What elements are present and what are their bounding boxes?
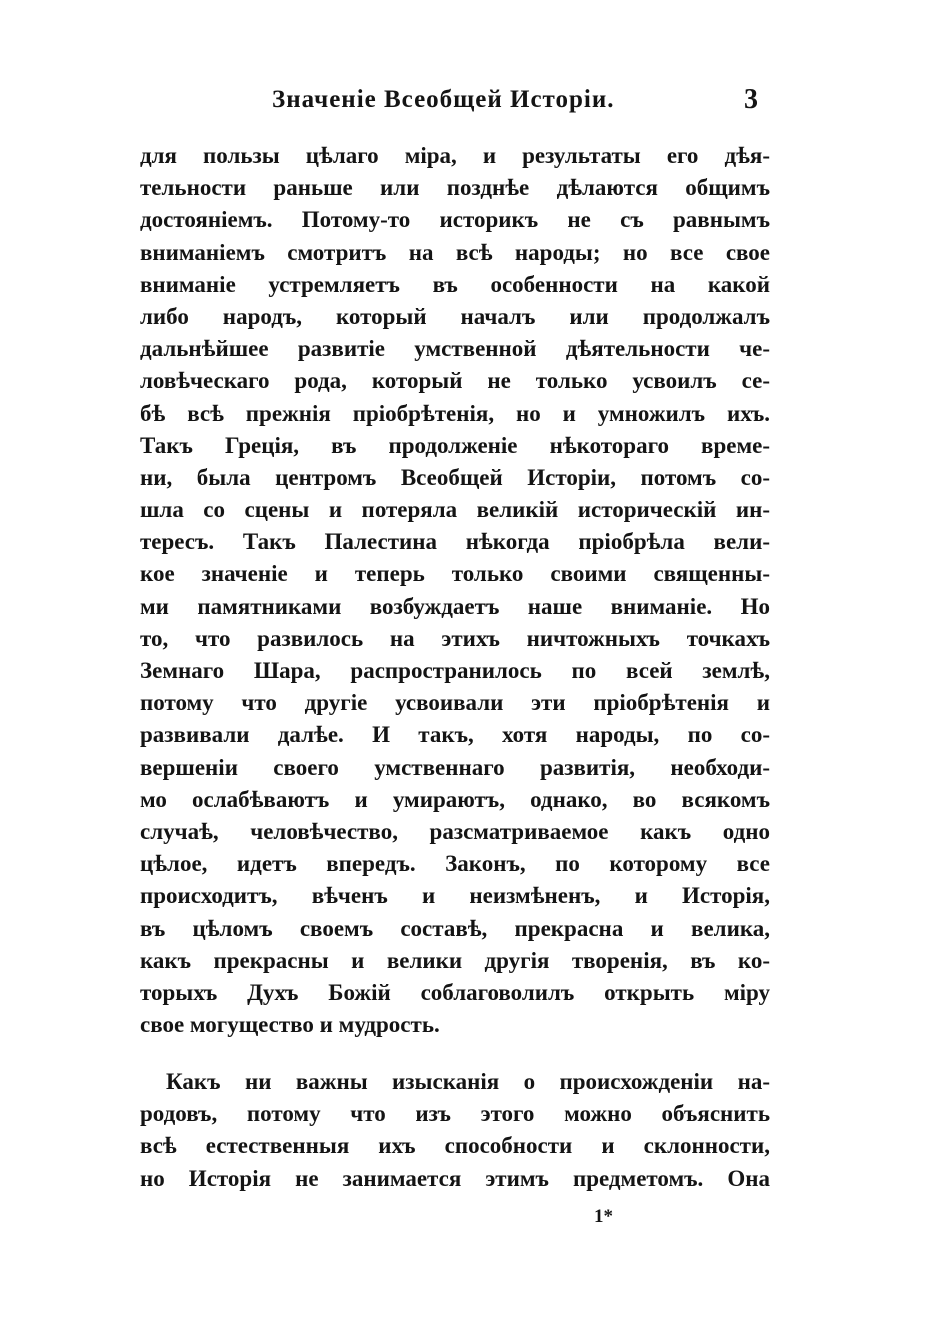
text-line: но Исторія не занимается этимъ предметомъ. Она	[140, 1165, 770, 1191]
text-line: всѣ естественныя ихъ способности и склонности,	[140, 1133, 770, 1159]
text-line: тельности раньше или позднѣе дѣлаются общимъ	[140, 175, 770, 201]
text-line: достояніемъ. Потому-то историкъ не съ равнымъ	[140, 207, 770, 233]
text-line: вниманіемъ смотритъ на всѣ народы; но все свое	[140, 239, 770, 265]
text-line: торыхъ Духъ Божій соблаговолилъ открыть міру	[140, 979, 770, 1005]
text-line: ни, была центромъ Всеобщей Исторіи, потомъ со-	[140, 464, 770, 490]
text-line: ловѣческаго рода, который не только усвоилъ се-	[140, 368, 770, 394]
text-line: случаѣ, человѣчество, разсматриваемое какъ одно	[140, 818, 770, 844]
text-line: либо народъ, который началъ или продолжалъ	[140, 303, 770, 329]
text-line: цѣлое, идетъ впередъ. Законъ, по которому все	[140, 851, 770, 877]
text-line: Такъ Греція, въ продолженіе нѣкотораго време-	[140, 432, 770, 458]
text-line: происходитъ, вѣченъ и неизмѣненъ, и Исторія,	[140, 883, 770, 909]
text-line: вершеніи своего умственнаго развитія, необходи-	[140, 754, 770, 780]
text-line: въ цѣломъ своемъ составѣ, прекрасна и велика,	[140, 915, 770, 941]
text-line: развивали далѣе. И такъ, хотя народы, по со-	[140, 722, 770, 748]
running-title: Значеніе Всеобщей Исторіи.	[272, 86, 615, 113]
text-line: бѣ всѣ прежнія пріобрѣтенія, но и умножилъ ихъ.	[140, 400, 770, 426]
text-line: потому что другіе усвоивали эти пріобрѣтенія и	[140, 690, 770, 716]
text-line: для пользы цѣлаго міра, и результаты его дѣя-	[140, 143, 770, 168]
text-line: тересъ. Такъ Палестина нѣкогда пріобрѣла вели-	[140, 529, 770, 555]
text-line: какъ прекрасны и велики другія творенія, въ ко-	[140, 947, 770, 973]
text-line: ми памятниками возбуждаетъ наше вниманіе. Но	[140, 593, 770, 619]
text-line: Земнаго Шара, распространилось по всей землѣ,	[140, 658, 770, 683]
signature-mark: 1*	[594, 1206, 613, 1227]
text-line: шла со сцены и потеряла великій историческій ин-	[140, 497, 770, 523]
paragraph-2	[140, 1066, 770, 1195]
page-number: 3	[744, 84, 758, 115]
text-line: родовъ, потому что изъ этого можно объяснить	[140, 1101, 770, 1127]
text-line: то, что развилось на этихъ ничтожныхъ точкахъ	[140, 625, 770, 651]
text-line: свое могущество и мудрость.	[140, 1012, 440, 1038]
text-line: дальнѣйшее развитіе умственной дѣятельности че-	[140, 336, 770, 362]
text-line: кое значеніе и теперь только своими священны-	[140, 561, 770, 587]
paragraph-1	[140, 140, 770, 1041]
text-line: вниманіе устремляетъ въ особенности на какой	[140, 271, 770, 297]
text-line: мо ослабѣваютъ и умираютъ, однако, во всякомъ	[140, 786, 770, 812]
text-line: Какъ ни важны изысканія о происхожденіи на-	[166, 1069, 770, 1094]
